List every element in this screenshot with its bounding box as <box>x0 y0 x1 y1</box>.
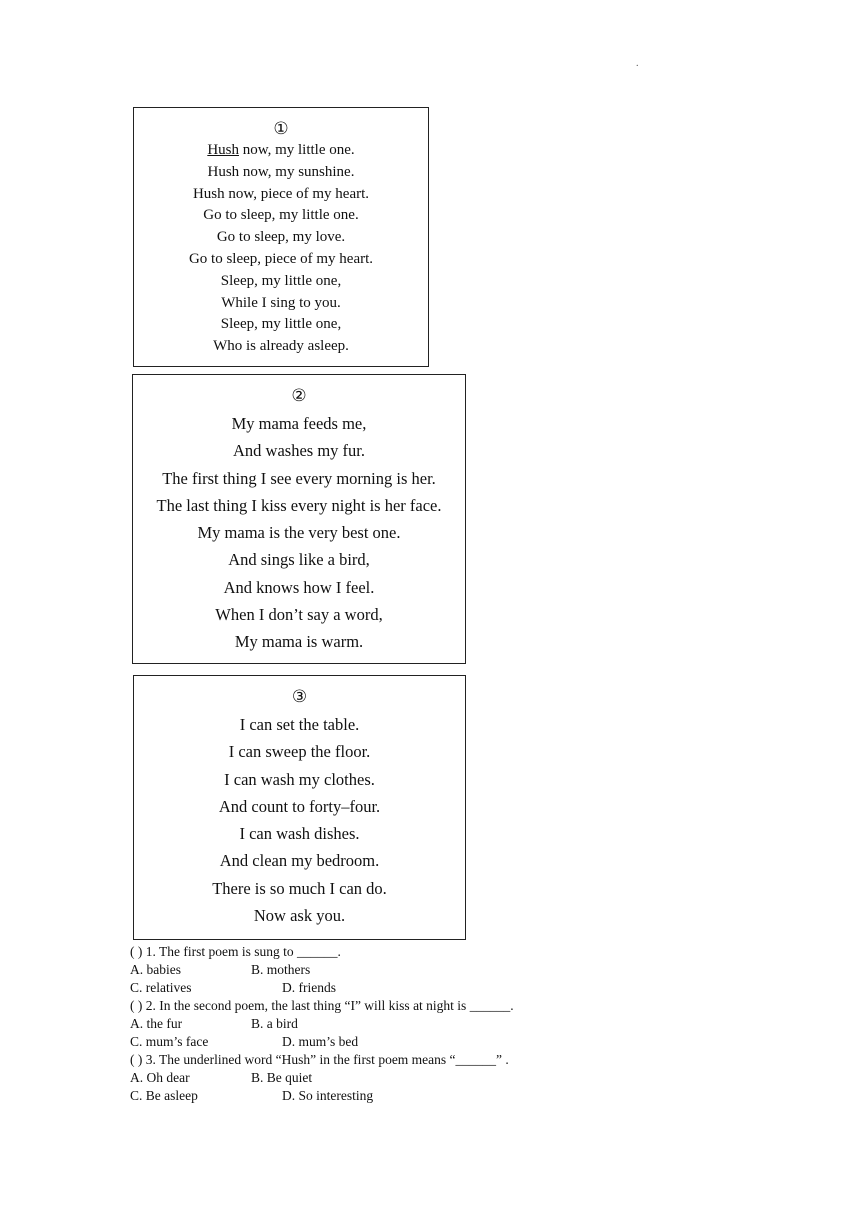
poem-line: I can set the table. <box>239 715 360 734</box>
poem-line: Sleep, my little one, <box>220 316 342 333</box>
poem-line: There is so much I can do. <box>212 878 387 898</box>
poem-1-box <box>133 107 429 367</box>
poem-line: And sings like a bird, <box>228 550 370 570</box>
poem-line: I can wash my clothes. <box>224 769 375 789</box>
option-row <box>130 961 690 979</box>
option-row <box>130 1033 690 1051</box>
option-b: B. a bird <box>251 1016 298 1031</box>
poem-3-box <box>133 675 466 940</box>
poem-line: My mama feeds me, <box>231 414 367 433</box>
poem-line: When I don’t say a word, <box>215 605 383 625</box>
poem-line: Hush now, piece of my heart. <box>192 185 370 202</box>
option-b: B. mothers <box>251 962 311 977</box>
poem-line: Go to sleep, my little one. <box>203 207 359 224</box>
poem-line: And clean my bedroom. <box>219 851 380 871</box>
poem-line <box>134 140 428 162</box>
poem-line: The last thing I kiss every night is her face. <box>156 495 442 515</box>
option-a: A. babies <box>130 962 181 977</box>
poem-line: My mama is the very best one. <box>197 523 401 543</box>
poem-line-rest: now, my little one. <box>238 142 355 158</box>
option-d: D. friends <box>282 980 336 995</box>
question-stem: ( ) 1. The first poem is sung to ______. <box>130 944 341 959</box>
option-a: A. the fur <box>130 1016 183 1031</box>
poem-number: ③ <box>291 687 308 707</box>
poem-line: Who is already asleep. <box>213 338 349 355</box>
corner-mark: . <box>636 58 639 69</box>
poem-line: Now ask you. <box>253 906 346 926</box>
option-d: D. So interesting <box>282 1088 374 1103</box>
poem-line: Go to sleep, my love. <box>216 229 346 246</box>
option-d: D. mum’s bed <box>282 1034 359 1049</box>
option-c: C. relatives <box>130 980 192 995</box>
poem-line: The first thing I see every morning is her. <box>162 468 436 488</box>
question-stem: ( ) 3. The underlined word “Hush” in the first poem means “______” . <box>130 1052 509 1067</box>
option-row <box>130 1087 690 1105</box>
poem-line: And knows how I feel. <box>223 577 375 597</box>
option-c: C. Be asleep <box>130 1088 198 1103</box>
poem-line: And count to forty–four. <box>218 796 381 816</box>
poem-line: While I sing to you. <box>221 294 341 311</box>
option-row <box>130 979 690 997</box>
option-row <box>130 1069 690 1087</box>
question-stem: ( ) 2. In the second poem, the last thing “I” will kiss at night is ______. <box>130 998 514 1013</box>
underlined-word: Hush <box>207 142 239 158</box>
poem-line: Go to sleep, piece of my heart. <box>188 250 374 267</box>
poem-line: Hush now, my sunshine. <box>207 163 355 180</box>
poem-number: ① <box>273 119 289 139</box>
option-a: A. Oh dear <box>130 1070 190 1085</box>
poem-line: I can wash dishes. <box>239 824 360 844</box>
poem-2-box <box>132 374 466 664</box>
poem-line: My mama is warm. <box>234 632 364 652</box>
option-b: B. Be quiet <box>251 1070 313 1085</box>
poem-line: And washes my fur. <box>233 441 365 461</box>
option-c: C. mum’s face <box>130 1034 209 1049</box>
poem-line: I can sweep the floor. <box>228 742 371 762</box>
question-list <box>130 943 690 1105</box>
option-row <box>130 1015 690 1033</box>
poem-line: Sleep, my little one, <box>220 272 342 289</box>
poem-number: ② <box>291 386 307 406</box>
